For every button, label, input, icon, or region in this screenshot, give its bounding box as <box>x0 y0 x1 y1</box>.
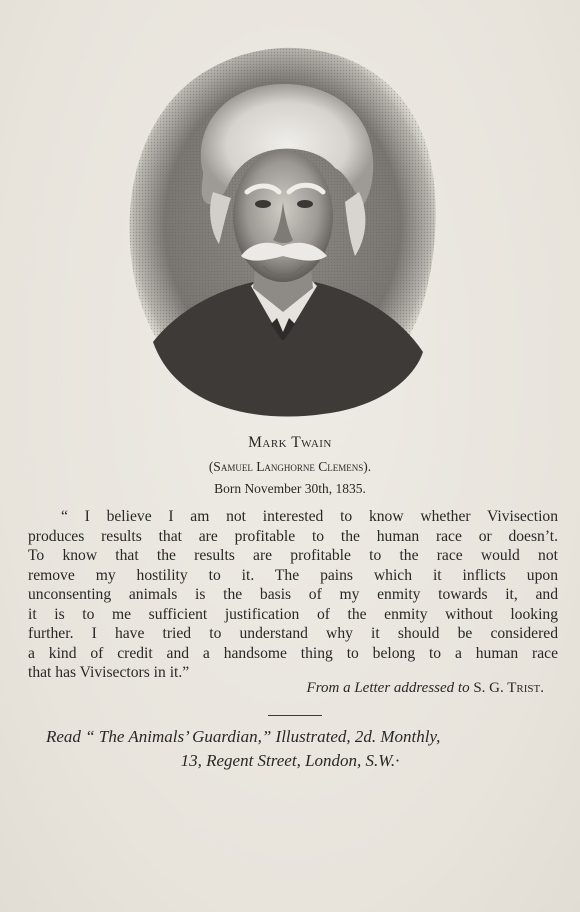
quote-line: further. I have tried to understand why it should be considered <box>28 625 558 642</box>
quote-line: “ I believe I am not interested to know whether Vivisection <box>61 508 558 525</box>
quote-line: a kind of credit and a handsome thing to belong to a human race <box>28 644 558 662</box>
advert-read: Read <box>46 727 81 746</box>
attribution-recipient: S. G. Trist. <box>473 680 544 696</box>
advert-address <box>0 751 580 771</box>
attribution <box>307 680 544 697</box>
quote-line: that has Vivisectors in it.” <box>28 664 190 681</box>
quote-line: it is to me sufficient justification of the enmity without looking <box>28 605 558 623</box>
portrait-engraving <box>123 42 441 420</box>
advert-address-text: 13, Regent Street, London, S.W.· <box>180 751 400 770</box>
subject-full-name: (Samuel Langhorne Clemens). <box>208 459 372 474</box>
quote-line: unconsenting animals is the basis of my enmity towards it, and <box>28 586 558 603</box>
attribution-prefix: From a Letter addressed to <box>306 680 470 696</box>
quote-line: produces results that are profitable to the human race or doesn’t. <box>28 527 558 545</box>
advert-details: Illustrated, 2d. Monthly, <box>275 727 441 746</box>
quote-line: To know that the results are profitable to the race would not <box>28 547 558 564</box>
birth-date: Born November 30th, 1835. <box>214 481 366 496</box>
advert-line-1 <box>46 727 546 747</box>
divider <box>268 715 322 716</box>
quote-block <box>28 507 558 683</box>
subject-name: Mark Twain <box>248 434 332 451</box>
advert-title: “ The Animals’ Guardian,” <box>85 727 272 746</box>
quote-line: remove my hostility to it. The pains which it inflicts upon <box>28 566 558 584</box>
